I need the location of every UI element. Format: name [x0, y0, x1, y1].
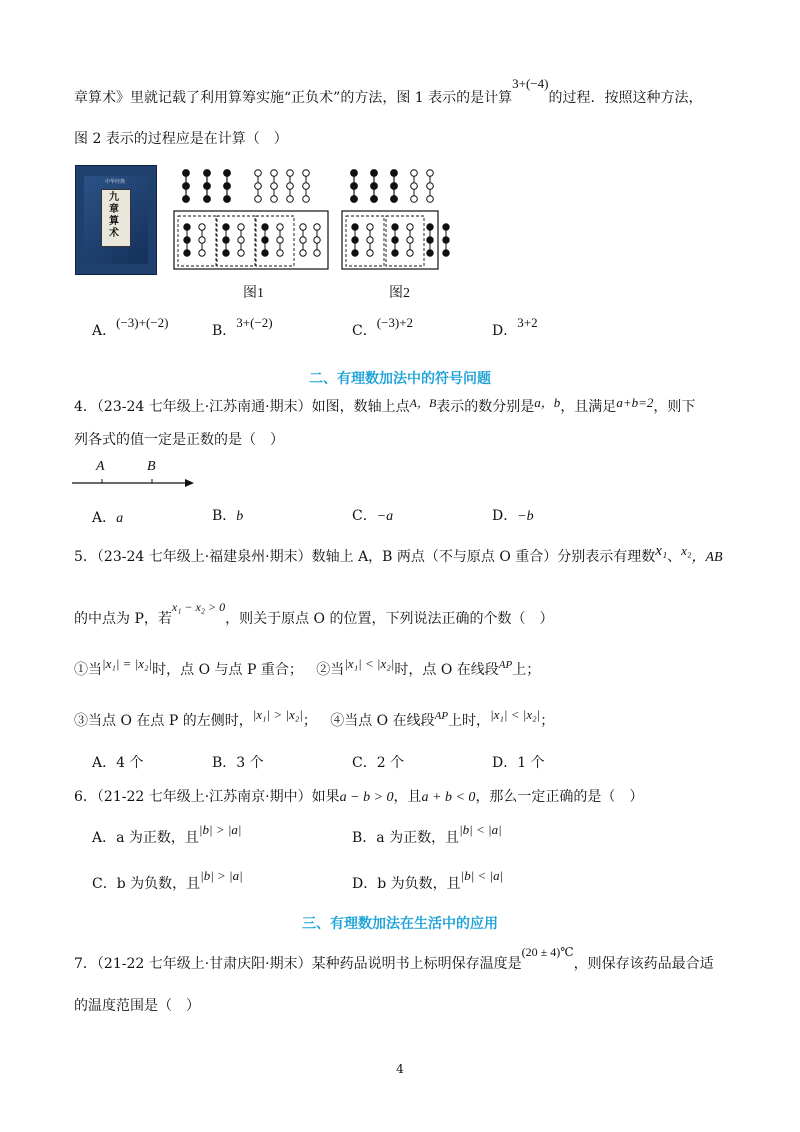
- book-cover-image: [75, 165, 157, 275]
- figure-1-label: 图1: [243, 286, 264, 301]
- q5-option-d[interactable]: D．1 个: [492, 755, 545, 771]
- q4-option-d[interactable]: D．−b: [492, 508, 534, 524]
- figure-2-label: 图2: [389, 286, 410, 301]
- q7-line2: 的温度范围是（ ）: [74, 998, 200, 1014]
- section-2-heading: 二、有理数加法中的符号问题: [309, 371, 491, 387]
- q4-option-c[interactable]: C．−a: [352, 508, 394, 524]
- q5-line1: 5．（23-24 七年级上·福建泉州·期末）数轴上 A，B 两点（不与原点 O 重合）分别表示有理数x₁、x₂，AB: [74, 543, 723, 565]
- q4-line1: 4．（23-24 七年级上·江苏南通·期末）如图，数轴上点A，B表示的数分别是a，b，且满足a+b=2，则下: [74, 395, 696, 415]
- number-line: [72, 460, 202, 492]
- counting-rods-figures: [170, 165, 450, 277]
- q6-option-d[interactable]: D．b 为负数，且|b| < |a|: [352, 868, 504, 892]
- q5-statement-1-2: ①当|x₁| = |x₂|时，点 O 与点 P 重合； ②当|x₁| < |x₂|时，点 O 在线段$^{AP}$上；: [74, 656, 541, 678]
- book-title: 九章算术: [109, 192, 119, 239]
- point-a-label: A: [96, 459, 105, 474]
- q3-option-a[interactable]: A．(−3)+(−2): [92, 315, 169, 339]
- page-number: 4: [396, 1062, 404, 1076]
- q6-option-a[interactable]: A．a 为正数，且|b| > |a|: [92, 822, 242, 846]
- q3-math: 3+(−4): [512, 76, 549, 91]
- figure-1: [174, 170, 328, 269]
- q3-option-b[interactable]: B．3+(−2): [212, 315, 273, 339]
- q5-option-c[interactable]: C．2 个: [352, 755, 405, 771]
- point-b-label: B: [147, 459, 156, 474]
- q5-line2: 的中点为 P，若x₁ − x₂ > 0，则关于原点 O 的位置，下列说法正确的个数（ ）: [74, 600, 554, 627]
- book-label: 中华经典: [104, 179, 125, 185]
- section-3-heading: 三、有理数加法在生活中的应用: [302, 916, 498, 932]
- q3-line1: [74, 76, 703, 107]
- figure-2: [342, 170, 449, 269]
- q4-line2: 列各式的值一定是正数的是（ ）: [74, 432, 284, 448]
- q3-line2: 图 2 表示的过程应是在计算（ ）: [74, 131, 288, 147]
- q3-option-d[interactable]: D．3+2: [492, 315, 538, 339]
- q3-line1-tail: 的过程．按照这种方法，: [548, 90, 703, 106]
- q3-line1-text: 章算术》里就记载了利用算筹实施“正负术”的方法，图 1 表示的是计算: [74, 90, 513, 106]
- q7-line1: 7．（21-22 七年级上·甘肃庆阳·期末）某种药品说明书上标明保存温度是(20 ± 4)℃，则保存该药品最合适: [74, 945, 714, 972]
- q6-option-b[interactable]: B．a 为正数，且|b| < |a|: [352, 822, 502, 846]
- q5-statement-3-4: ③当点 O 在点 P 的左侧时，|x₁| > |x₂|； ④当点 O 在线段$^{AP}$上时，|x₁| < |x₂|；: [74, 707, 555, 729]
- q3-option-c[interactable]: C．(−3)+2: [352, 315, 414, 339]
- q6-line1: 6．（21-22 七年级上·江苏南京·期中）如果a − b > 0，且a + b < 0，那么一定正确的是（ ）: [74, 789, 644, 805]
- q5-option-b[interactable]: B．3 个: [212, 755, 264, 771]
- q4-option-a[interactable]: A．a: [92, 510, 124, 526]
- q5-option-a[interactable]: A．4 个: [92, 755, 144, 771]
- q6-option-c[interactable]: C．b 为负数，且|b| > |a|: [92, 868, 243, 892]
- q4-option-b[interactable]: B．b: [212, 508, 244, 524]
